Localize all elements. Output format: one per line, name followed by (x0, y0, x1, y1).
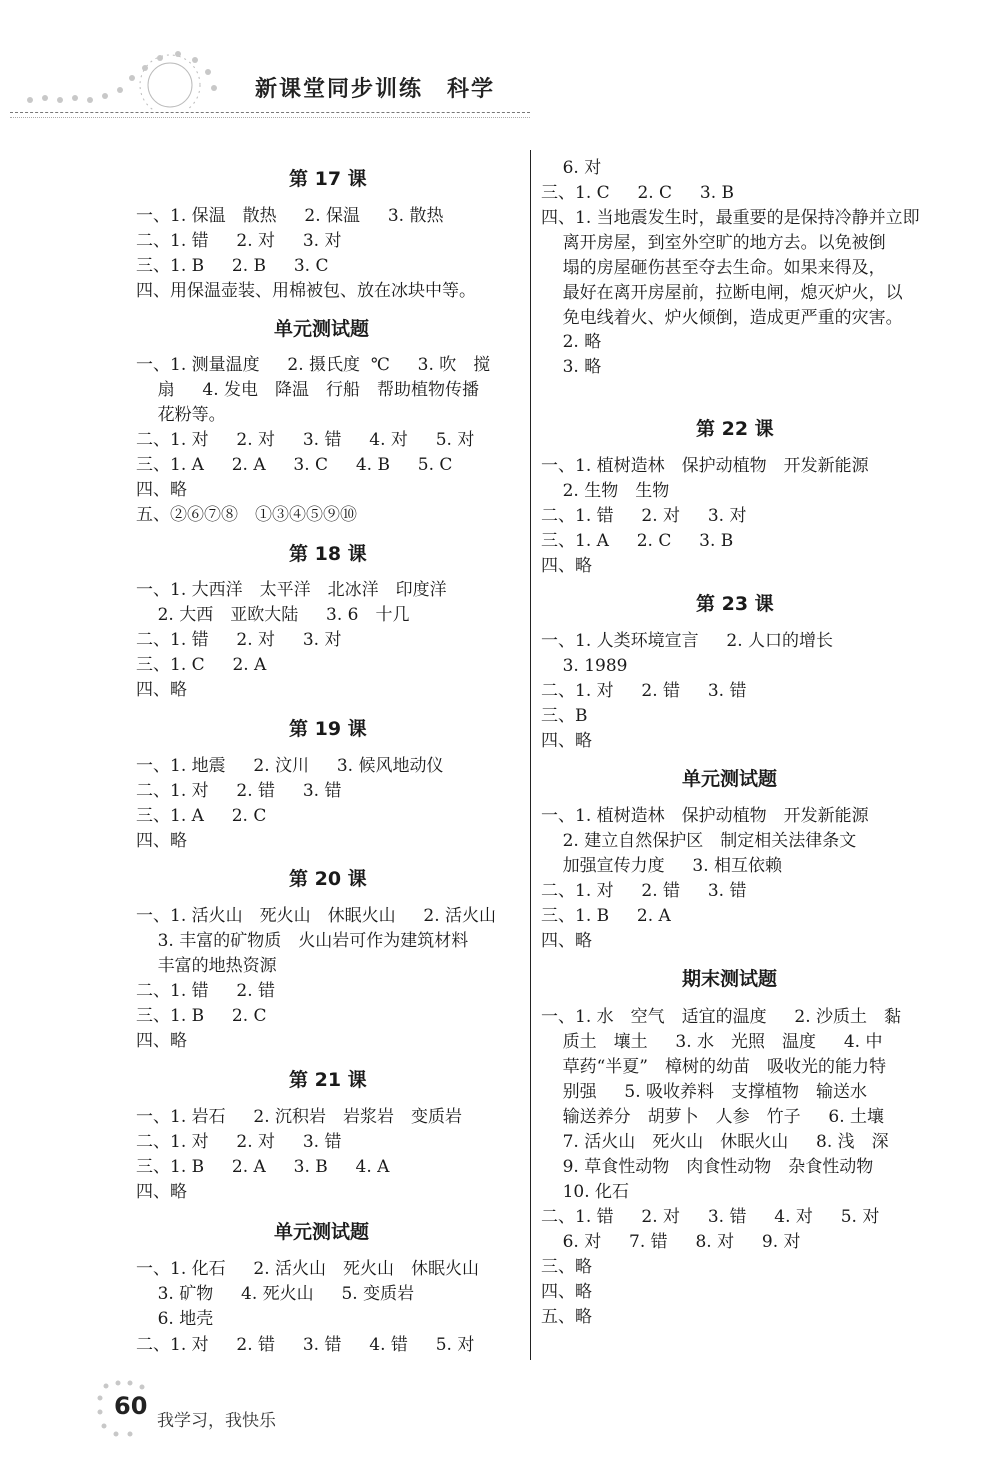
answer-line: 离开房屋，到室外空旷的地方去。以免被倒 (541, 233, 886, 253)
header-divider (10, 112, 530, 113)
section-title: 第 19 课 (289, 718, 367, 740)
answer-line: 四、略 (136, 831, 187, 851)
answer-line: 一、1. 化石 2. 活火山 死火山 休眠火山 (136, 1259, 480, 1279)
answer-line: 三、1. A 2. C 3. B (541, 531, 734, 551)
answer-line: 三、1. B 2. C (136, 1006, 267, 1026)
section-title: 期末测试题 (682, 968, 778, 990)
answer-line: 四、略 (136, 680, 187, 700)
answer-line: 三、1. C 2. C 3. B (541, 183, 734, 203)
answer-line: 五、②⑥⑦⑧ ①③④⑤⑨⑩ (136, 505, 357, 525)
answer-line: 质土 壤土 3. 水 光照 温度 4. 中 (541, 1032, 883, 1052)
answer-line: 一、1. 保温 散热 2. 保温 3. 散热 (136, 206, 444, 226)
answer-line: 输送养分 胡萝卜 人参 竹子 6. 土壤 (541, 1107, 885, 1127)
answer-line: 二、1. 错 2. 对 3. 对 (136, 231, 342, 251)
answer-line: 二、1. 错 2. 对 3. 对 (541, 506, 747, 526)
answer-line: 6. 对 (541, 158, 602, 178)
page-number: 60 (114, 1392, 148, 1420)
answer-line: 二、1. 对 2. 错 3. 错 4. 错 5. 对 (136, 1335, 475, 1355)
answer-line: 最好在离开房屋前，拉断电闸，熄灭炉火，以 (541, 283, 903, 303)
answer-line: 草药“半夏” 樟树的幼苗 吸收光的能力特 (541, 1057, 886, 1077)
answer-line: 五、略 (541, 1307, 592, 1327)
answer-line: 一、1. 活火山 死火山 休眠火山 2. 活火山 (136, 906, 497, 926)
section-title: 第 18 课 (289, 543, 367, 565)
answer-line: 三、B (541, 706, 588, 726)
footer-slogan: 我学习，我快乐 (157, 1411, 276, 1431)
answer-line: 四、略 (541, 731, 592, 751)
answer-line: 3. 矿物 4. 死火山 5. 变质岩 (136, 1284, 415, 1304)
answer-line: 二、1. 对 2. 错 3. 错 (541, 681, 747, 701)
answer-line: 四、略 (541, 1282, 592, 1302)
answer-line: 三、1. C 2. A (136, 655, 267, 675)
answer-line: 10. 化石 (541, 1182, 630, 1202)
answer-line: 别强 5. 吸收养料 支撑植物 输送水 (541, 1082, 868, 1102)
answer-line: 四、略 (541, 931, 592, 951)
answer-line: 四、用保温壶装、用棉被包、放在冰块中等。 (136, 281, 476, 301)
answer-line: 花粉等。 (136, 405, 226, 425)
answer-line: 三、1. A 2. C (136, 806, 267, 826)
section-title: 第 23 课 (696, 593, 774, 615)
answer-line: 一、1. 水 空气 适宜的温度 2. 沙质土 黏 (541, 1007, 902, 1027)
answer-line: 四、略 (541, 556, 592, 576)
answer-line: 丰富的地热资源 (136, 956, 277, 976)
section-title: 第 20 课 (289, 868, 367, 890)
answer-line: 加强宣传力度 3. 相互依赖 (541, 856, 783, 876)
answer-line: 一、1. 人类环境宣言 2. 人口的增长 (541, 631, 834, 651)
answer-line: 一、1. 植树造林 保护动植物 开发新能源 (541, 806, 869, 826)
answer-line: 二、1. 对 2. 对 3. 错 4. 对 5. 对 (136, 430, 475, 450)
answer-line: 9. 草食性动物 肉食性动物 杂食性动物 (541, 1157, 874, 1177)
answer-line: 3. 丰富的矿物质 火山岩可作为建筑材料 (136, 931, 469, 951)
answer-line: 7. 活火山 死火山 休眠火山 8. 浅 深 (541, 1132, 889, 1152)
answer-line: 2. 建立自然保护区 制定相关法律条文 (541, 831, 857, 851)
answer-line: 三、略 (541, 1257, 592, 1277)
answer-line: 免电线着火、炉火倾倒，造成更严重的灾害。 (541, 308, 903, 328)
section-title: 单元测试题 (274, 318, 370, 340)
answer-line: 一、1. 岩石 2. 沉积岩 岩浆岩 变质岩 (136, 1107, 463, 1127)
answer-line: 三、1. B 2. A 3. B 4. A (136, 1157, 390, 1177)
answer-line: 一、1. 地震 2. 汶川 3. 候风地动仪 (136, 756, 444, 776)
answer-line: 二、1. 错 2. 对 3. 错 4. 对 5. 对 (541, 1207, 880, 1227)
answer-line: 2. 略 (541, 332, 602, 352)
answer-line: 二、1. 对 2. 错 3. 错 (136, 781, 342, 801)
answer-line: 2. 生物 生物 (541, 481, 670, 501)
book-title: 新课堂同步训练 科学 (255, 77, 496, 102)
decorative-dots-icon (20, 40, 220, 110)
answer-line: 四、略 (136, 480, 187, 500)
answer-line: 3. 1989 (541, 656, 628, 676)
answer-line: 塌的房屋砸伤甚至夺去生命。如果来得及， (541, 258, 886, 278)
header-divider-dotted (10, 117, 530, 118)
answer-line: 一、1. 植树造林 保护动植物 开发新能源 (541, 456, 869, 476)
section-title: 第 17 课 (289, 168, 367, 190)
answer-line: 四、略 (136, 1182, 187, 1202)
answer-line: 二、1. 对 2. 错 3. 错 (541, 881, 747, 901)
answer-line: 6. 对 7. 错 8. 对 9. 对 (541, 1232, 801, 1252)
answer-line: 三、1. B 2. B 3. C (136, 256, 329, 276)
answer-line: 三、1. A 2. A 3. C 4. B 5. C (136, 455, 453, 475)
section-title: 单元测试题 (274, 1221, 370, 1243)
answer-line: 四、略 (136, 1031, 187, 1051)
answer-line: 6. 地壳 (136, 1309, 214, 1329)
section-title: 第 21 课 (289, 1069, 367, 1091)
page-header (0, 0, 1000, 120)
column-divider (530, 150, 531, 1360)
answer-line: 一、1. 测量温度 2. 摄氏度 ℃ 3. 吹 搅 (136, 355, 491, 375)
answer-line: 四、1. 当地震发生时，最重要的是保持冷静并立即 (541, 208, 920, 228)
answer-line: 三、1. B 2. A (541, 906, 671, 926)
section-title: 第 22 课 (696, 418, 774, 440)
answer-line: 扇 4. 发电 降温 行船 帮助植物传播 (136, 380, 480, 400)
answer-line: 2. 大西 亚欧大陆 3. 6 十几 (136, 605, 410, 625)
answer-line: 二、1. 对 2. 对 3. 错 (136, 1132, 342, 1152)
answer-line: 二、1. 错 2. 对 3. 对 (136, 630, 342, 650)
answer-line: 一、1. 大西洋 太平洋 北冰洋 印度洋 (136, 580, 447, 600)
section-title: 单元测试题 (682, 768, 778, 790)
answer-line: 3. 略 (541, 357, 602, 377)
answer-line: 二、1. 错 2. 错 (136, 981, 276, 1001)
